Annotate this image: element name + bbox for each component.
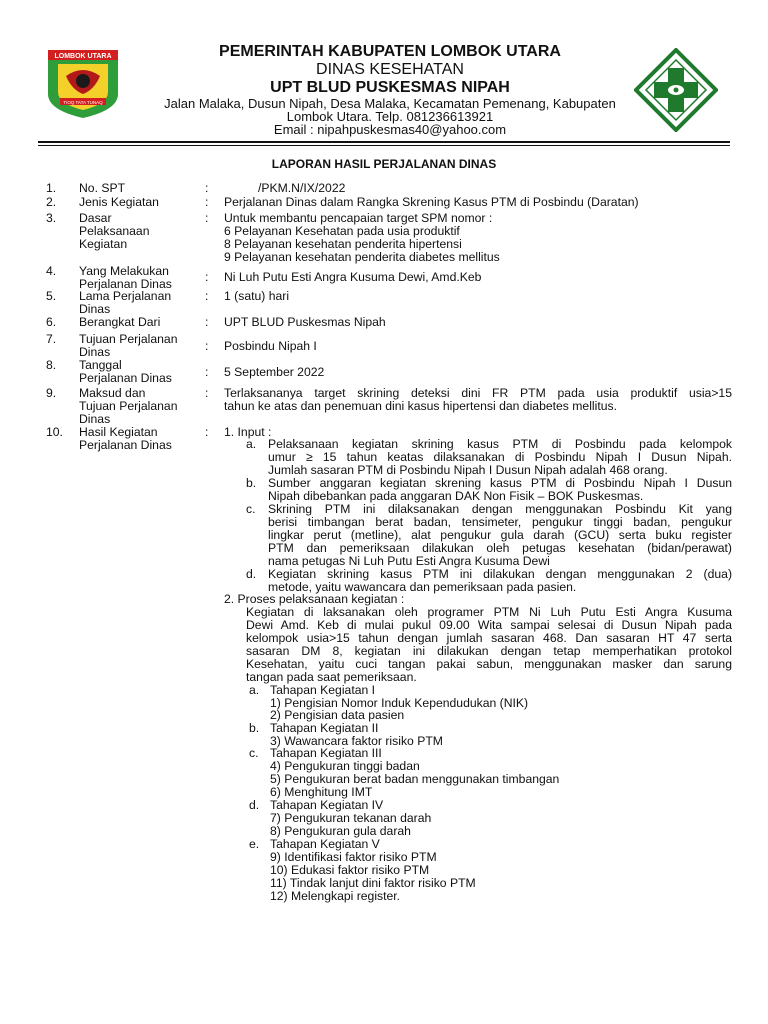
item-label: Tanggal: [79, 358, 122, 372]
stage-step: 5) Pengukuran berat badan menggunakan timbangan: [270, 772, 560, 786]
item-value-activity: Perjalanan Dinas dalam Rangka Skrening Kasus PTM di Posbindu (Daratan): [224, 195, 639, 209]
stage-title: Tahapan Kegiatan V: [270, 837, 380, 851]
basis-sub-item: 6 Pelayanan Kesehatan pada usia produktif: [224, 224, 460, 238]
item-label: Perjalanan Dinas: [79, 277, 172, 291]
header-address-line2: Lombok Utara. Telp. 081236613921: [286, 109, 494, 124]
item-label: Perjalanan Dinas: [79, 371, 172, 385]
input-letter: c.: [246, 502, 256, 516]
header-address-line1: Jalan Malaka, Dusun Nipah, Desa Malaka, Kecamatan Pemenang, Kabupaten: [164, 96, 616, 111]
item-label: Pelaksanaan: [79, 224, 150, 238]
process-line: sasaran DM 8, kegiatan ini dilakukan dengan tetap memperhatikan protokol: [246, 644, 732, 658]
item-label: Berangkat Dari: [79, 315, 161, 329]
input-line: lingkar perut (metline), alat pengukur gula darah (GCU) serta buku register: [268, 528, 732, 542]
stage-step: 6) Menghitung IMT: [270, 785, 373, 799]
item-label: No. SPT: [79, 181, 126, 195]
logo-left-text: LOMBOK UTARA: [54, 53, 112, 60]
process-line: Dewi Amd. Keb di mulai pukul 09.00 Wita sampai selesai di Dusun Nipah pada: [246, 618, 732, 632]
stage-title: Tahapan Kegiatan III: [270, 746, 382, 760]
item-number: 4.: [46, 264, 57, 278]
item-value-spt: /PKM.N/IX/2022: [258, 181, 346, 195]
purpose-line: Terlaksananya target skrining deteksi dini FR PTM pada usia produktif usia>15: [224, 386, 732, 400]
input-line: metode, yaitu wawancara dan pemeriksaan pada pasien.: [268, 580, 577, 594]
stage-step: 4) Pengukuran tinggi badan: [270, 759, 420, 773]
item-number: 1.: [46, 181, 57, 195]
header-divider-thin: [38, 145, 730, 146]
stage-step: 12) Melengkapi register.: [270, 889, 401, 903]
item-number: 9.: [46, 386, 57, 400]
item-label: Jenis Kegiatan: [79, 195, 159, 209]
item-value-destination: Posbindu Nipah I: [224, 339, 317, 353]
header-government: PEMERINTAH KABUPATEN LOMBOK UTARA: [219, 43, 561, 60]
item-label: Hasil Kegiatan: [79, 425, 158, 439]
item-colon: :: [205, 195, 209, 209]
lombok-utara-emblem-icon: [44, 50, 122, 118]
process-line: kelompok usia>15 tahun dengan jumlah sasaran 468. Dan sasaran HT 47 serta: [246, 631, 732, 645]
input-line: Pelaksanaan kegiatan skrining kasus PTM di Posbindu pada kelompok: [268, 437, 732, 451]
stage-letter: b.: [249, 721, 260, 735]
stage-step: 1) Pengisian Nomor Induk Kependudukan (NIK): [270, 696, 529, 710]
item-label: Dinas: [79, 302, 111, 316]
item-label: Yang Melakukan: [79, 264, 169, 278]
stage-letter: d.: [249, 798, 260, 812]
header-department: DINAS KESEHATAN: [316, 61, 464, 78]
item-number: 3.: [46, 211, 57, 225]
input-line: Nipah dibebankan pada anggaran DAK Non Fisik – BOK Puskesmas.: [268, 489, 644, 503]
stage-letter: a.: [249, 683, 260, 697]
input-line: Kegiatan skrining kasus PTM ini dilakukan dengan menggunakan 2 (dua): [268, 567, 732, 581]
stage-title: Tahapan Kegiatan IV: [270, 798, 384, 812]
input-line: Sumber anggaran kegiatan skrening kasus PTM di Posbindu Nipah I Dusun: [268, 476, 732, 490]
item-label: Lama Perjalanan: [79, 289, 172, 303]
input-letter: d.: [246, 567, 257, 581]
item-value-departure: UPT BLUD Puskesmas Nipah: [224, 315, 386, 329]
item-colon: :: [205, 181, 209, 195]
basis-sub-item: 9 Pelayanan kesehatan penderita diabetes mellitus: [224, 250, 500, 264]
item-colon: :: [205, 270, 209, 284]
item-number: 7.: [46, 332, 57, 346]
input-heading: 1. Input :: [224, 425, 272, 439]
purpose-line: tahun ke atas dan penemuan dini kasus hipertensi dan diabetes mellitus.: [224, 399, 617, 413]
item-colon: :: [205, 289, 209, 303]
stage-step: 3) Wawancara faktor risiko PTM: [270, 734, 443, 748]
stage-step: 11) Tindak lanjut dini faktor risiko PTM: [270, 876, 476, 890]
item-colon: :: [205, 365, 209, 379]
input-letter: a.: [246, 437, 257, 451]
item-value-officer: Ni Luh Putu Esti Angra Kusuma Dewi, Amd.Keb: [224, 270, 482, 284]
stage-step: 7) Pengukuran tekanan darah: [270, 811, 432, 825]
input-line: umur ≥ 15 tahun keatas dilaksanakan di Posbindu Nipah I Dusun Nipah.: [268, 450, 732, 464]
item-label: Tujuan Perjalanan: [79, 332, 178, 346]
stage-step: 2) Pengisian data pasien: [270, 708, 405, 722]
header-institution: UPT BLUD PUSKESMAS NIPAH: [270, 79, 510, 96]
basis-sub-item: 8 Pelayanan kesehatan penderita hipertensi: [224, 237, 462, 251]
item-label: Dinas: [79, 412, 111, 426]
stage-letter: c.: [249, 746, 259, 760]
process-line: Kegiatan di laksanakan oleh programer PTM Ni Luh Putu Esti Angra Kusuma: [246, 605, 732, 619]
stage-title: Tahapan Kegiatan I: [270, 683, 376, 697]
stage-step: 10) Edukasi faktor risiko PTM: [270, 863, 430, 877]
stage-title: Tahapan Kegiatan II: [270, 721, 379, 735]
input-line: berisi timbangan berat badan, tensimeter, pengukur tinggi badan, pengukur: [268, 515, 732, 529]
item-colon: :: [205, 425, 209, 439]
stage-step: 9) Identifikasi faktor risiko PTM: [270, 850, 437, 864]
item-label: Dasar: [79, 211, 112, 225]
report-title: LAPORAN HASIL PERJALANAN DINAS: [271, 157, 497, 171]
item-number: 2.: [46, 195, 57, 209]
item-value-date: 5 September 2022: [224, 365, 325, 379]
item-label: Tujuan Perjalanan: [79, 399, 178, 413]
process-line: tangan pada saat pemeriksaan.: [246, 670, 417, 684]
input-line: nama petugas Ni Luh Putu Esti Angra Kusuma Dewi: [268, 554, 550, 568]
item-colon: :: [205, 315, 209, 329]
item-number: 10.: [46, 425, 63, 439]
process-line: Kesehatan, yaitu cuci tangan pakai sabun, menggunakan masker dan sarung: [246, 657, 732, 671]
input-letter: b.: [246, 476, 257, 490]
header-divider-thick: [38, 141, 730, 143]
stage-step: 8) Pengukuran gula darah: [270, 824, 411, 838]
input-line: PTM dan pemeriksaan dilakukan oleh petugas kesehatan (bidan/perawat): [268, 541, 732, 555]
puskesmas-logo-icon: [634, 48, 718, 132]
stage-letter: e.: [249, 837, 260, 851]
input-line: Jumlah sasaran PTM di Posbindu Nipah I Dusun Nipah adalah 468 orang.: [268, 463, 668, 477]
item-label: Perjalanan Dinas: [79, 438, 172, 452]
logo-left-motto: TIOQ TATA TUNAQ: [63, 100, 103, 105]
item-value-basis: Untuk membantu pencapaian target SPM nomor :: [224, 211, 493, 225]
process-heading: 2. Proses pelaksanaan kegiatan :: [224, 592, 405, 606]
item-colon: :: [205, 339, 209, 353]
item-colon: :: [205, 386, 209, 400]
item-label: Dinas: [79, 345, 111, 359]
input-line: Skrining PTM ini dilaksanakan dengan menggunakan Posbindu Kit yang: [268, 502, 732, 516]
item-colon: :: [205, 211, 209, 225]
item-number: 5.: [46, 289, 57, 303]
item-label: Kegiatan: [79, 237, 128, 251]
header-email: Email : nipahpuskesmas40@yahoo.com: [273, 122, 507, 137]
item-number: 8.: [46, 358, 57, 372]
item-number: 6.: [46, 315, 57, 329]
item-label: Maksud dan: [79, 386, 146, 400]
item-value-duration: 1 (satu) hari: [224, 289, 290, 303]
